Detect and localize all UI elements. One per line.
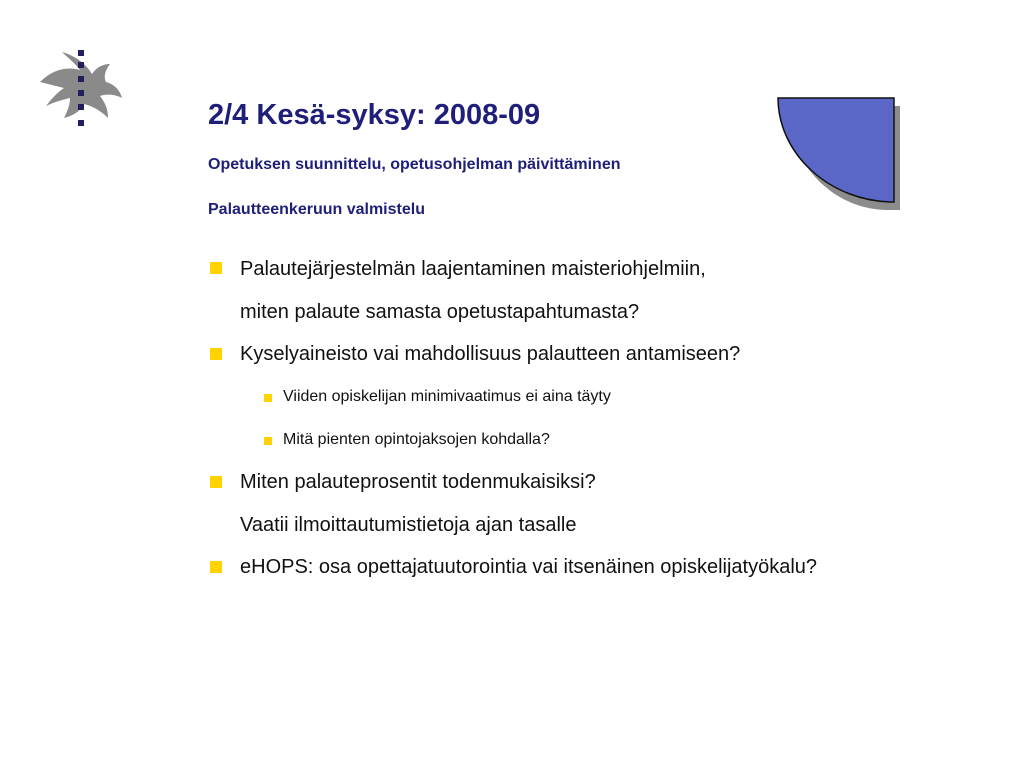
subtitle-2: Palautteenkeruun valmistelu [208,201,425,218]
bullet-icon [210,348,222,360]
bullet-icon [210,262,222,274]
quarter-circle-decoration [774,96,914,216]
sub-bullet-icon [264,437,272,445]
list-item-2: Kyselyaineisto vai mahdollisuus palautteen antamiseen? [240,343,741,365]
subtitle-1: Opetuksen suunnittelu, opetusohjelman päivittäminen [208,156,621,173]
list-subitem-1: Viiden opiskelijan minimivaatimus ei aina täyty [283,388,611,405]
bullet-icon [210,561,222,573]
slide-title: 2/4 Kesä-syksy: 2008-09 [208,99,541,131]
list-item-1: Palautejärjestelmän laajentaminen maisteriohjelmiin, [240,258,706,280]
sub-bullet-icon [264,394,272,402]
list-item-1-continued: miten palaute samasta opetustapahtumasta? [240,301,640,323]
list-item-4: eHOPS: osa opettajatuutorointia vai itsenäinen opiskelijatyökalu? [240,556,818,578]
list-item-3-continued: Vaatii ilmoittautumistietoja ajan tasalle [240,514,577,536]
list-subitem-2: Mitä pienten opintojaksojen kohdalla? [283,431,550,448]
bullet-icon [210,476,222,488]
list-item-3: Miten palauteprosentit todenmukaisiksi? [240,471,596,493]
university-logo-icon [36,46,126,136]
